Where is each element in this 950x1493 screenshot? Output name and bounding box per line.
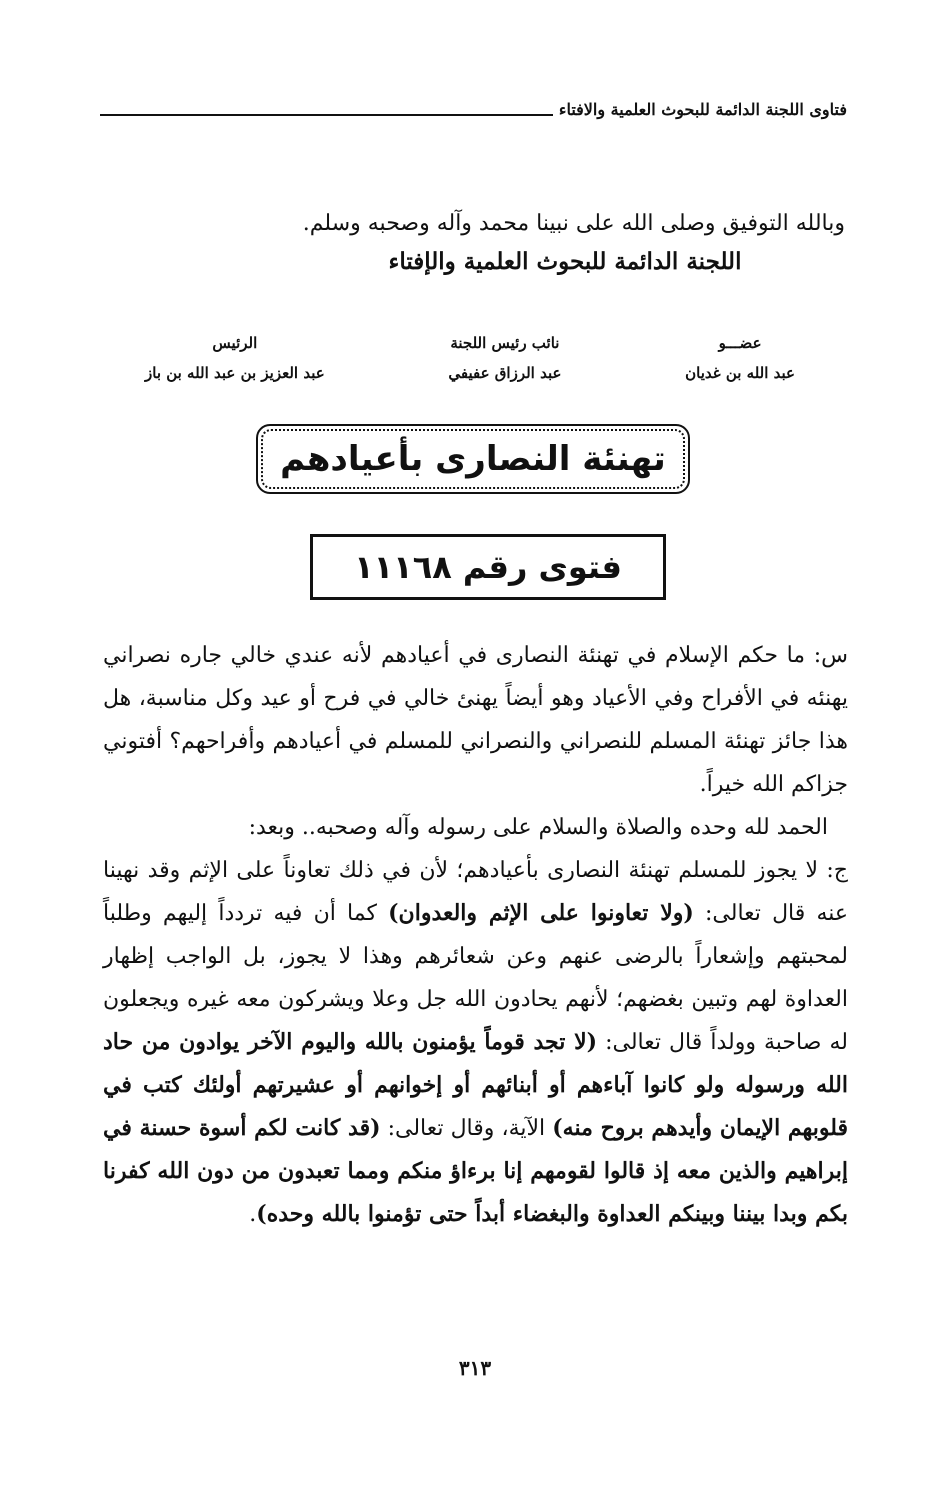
quran-verse: (ولا تعاونوا على الإثم والعدوان) xyxy=(388,900,694,926)
signature-role: الرئيس xyxy=(212,334,258,352)
topic-title-frame xyxy=(256,424,690,494)
answer-paragraph xyxy=(103,849,848,1236)
quran-verse: (لا تجد قوماً يؤمنون بالله واليوم الآخر يوادون من حاد الله ورسوله ولو كانوا آباءهم أو أبنائهم أو إخوانهم أو عشيرتهم أولئك كتب في قلوبهم الإيمان وأيدهم بروح منه) xyxy=(103,1029,848,1141)
running-header xyxy=(100,92,847,120)
fatwa-number-frame xyxy=(310,534,666,600)
running-title: فتاوى اللجنة الدائمة للبحوث العلمية والافتاء xyxy=(558,100,847,119)
header-rule xyxy=(100,114,553,116)
signature-role: نائب رئيس اللجنة xyxy=(450,334,560,352)
signature-vice-chair xyxy=(448,328,561,388)
signature-chair xyxy=(145,328,325,388)
topic-title: تهنئة النصارى بأعيادهم xyxy=(280,439,666,479)
question-paragraph: س: ما حكم الإسلام في تهنئة النصارى في أعيادهم لأنه عندي خالي جاره نصراني يهنئه في الأفراح وفي الأعياد وهو أيضاً يهنئ خالي في فرح أو عيد وكل مناسبة، هل هذا جائز تهنئة المسلم للنصراني والنصراني للمسلم في أعيادهم وأفراحهم؟ أفتوني جزاكم الله خيراً. xyxy=(103,643,848,797)
committee-name: اللجنة الدائمة للبحوث العلمية والإفتاء xyxy=(388,248,742,275)
answer-intro: ج: لا يجوز للمسلم تهنئة النصارى بأعيادهم؛ لأن في ذلك تعاوناً على الإثم وقد نهينا عنه قال تعالى: xyxy=(103,858,849,926)
signature-name: عبد الرزاق عفيفي xyxy=(448,364,562,382)
page-number: ٣١٣ xyxy=(458,1356,492,1380)
closing-blessing: وبالله التوفيق وصلى الله على نبينا محمد وآله وصحبه وسلم. xyxy=(302,211,845,236)
signature-role: عضـــو xyxy=(718,334,762,352)
signature-name: عبد العزيز بن عبد الله بن باز xyxy=(145,364,325,382)
answer-middle: كما أن فيه تردداً إليهم وطلباً لمحبتهم وإشعاراً بالرضى عنهم وعن شعائرهم وهذا لا يجوز، بل الواجب إظهار العداوة لهم وتبين بغضهم؛ لأنهم يحادون الله جل وعلا ويشركون معه غيره ويجعلون له صاحبة وولداً قال تعالى: xyxy=(103,901,848,1055)
fatwa-body xyxy=(103,634,848,1236)
closing-block xyxy=(285,205,845,281)
signature-member xyxy=(685,328,795,388)
answer-end: . xyxy=(249,1202,257,1227)
signature-name: عبد الله بن غديان xyxy=(685,364,795,382)
signatures xyxy=(145,328,795,388)
fatwa-number: فتوى رقم ١١١٦٨ xyxy=(354,548,622,586)
praise-line: الحمد لله وحده والصلاة والسلام على رسوله وآله وصحبه.. وبعد: xyxy=(248,815,828,840)
quran-verse: (قد كانت لكم أسوة حسنة في إبراهيم والذين معه إذ قالوا لقومهم إنا برءاؤ منكم ومما تعبدون من دون الله كفرنا بكم وبدا بيننا وبينكم العداوة والبغضاء أبداً حتى تؤمنوا بالله وحده) xyxy=(103,1115,848,1227)
topic-title-inner-frame xyxy=(261,429,685,489)
answer-link: الآية، وقال تعالى: xyxy=(387,1116,546,1141)
